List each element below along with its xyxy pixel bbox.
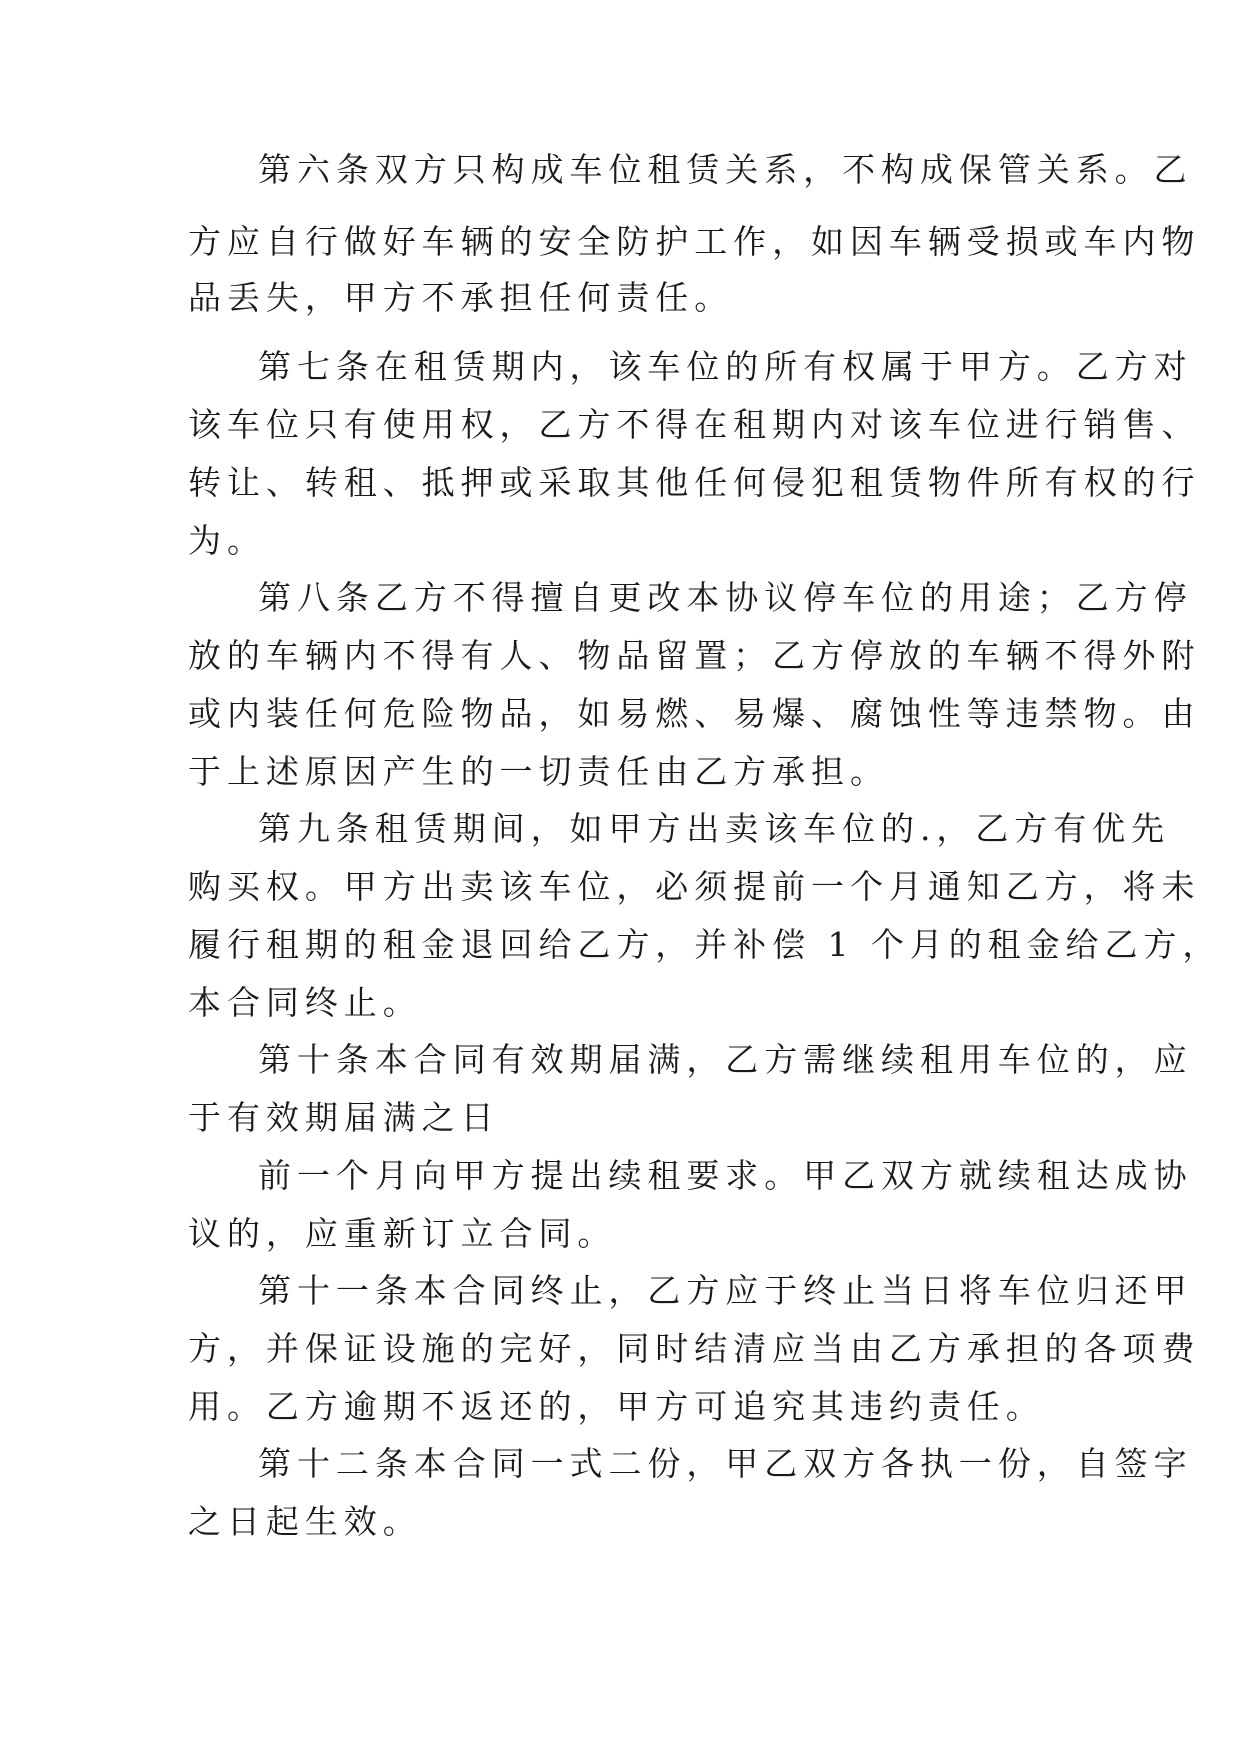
text-line: 前一个月向甲方提出续租要求。甲乙双方就续租达成协 bbox=[258, 1156, 1193, 1195]
text-line: 第八条乙方不得擅自更改本协议停车位的用途；乙方停 bbox=[258, 578, 1193, 617]
text-line: 第十二条本合同一式二份，甲乙双方各执一份，自签字 bbox=[258, 1444, 1193, 1483]
text-line: 之日起生效。 bbox=[188, 1502, 422, 1541]
text-line: 第九条租赁期间，如甲方出卖该车位的.，乙方有优先 bbox=[258, 809, 1171, 848]
text-line: 于有效期届满之日 bbox=[188, 1098, 500, 1137]
text-line: 第六条双方只构成车位租赁关系，不构成保管关系。乙 bbox=[258, 150, 1193, 189]
text-line: 放的车辆内不得有人、物品留置；乙方停放的车辆不得外附 bbox=[188, 636, 1201, 675]
text-line: 购买权。甲方出卖该车位，必须提前一个月通知乙方，将未 bbox=[188, 867, 1201, 906]
text-line: 转让、转租、抵押或采取其他任何侵犯租赁物件所有权的行 bbox=[188, 463, 1201, 502]
text-line: 议的，应重新订立合同。 bbox=[188, 1214, 617, 1253]
text-line: 于上述原因产生的一切责任由乙方承担。 bbox=[188, 752, 889, 791]
text-line: 第十一条本合同终止，乙方应于终止当日将车位归还甲 bbox=[258, 1271, 1193, 1310]
text-line: 本合同终止。 bbox=[188, 983, 422, 1022]
text-line: 为。 bbox=[188, 521, 266, 560]
text-line: 第七条在租赁期内，该车位的所有权属于甲方。乙方对 bbox=[258, 347, 1193, 386]
text-line: 或内装任何危险物品，如易燃、易爆、腐蚀性等违禁物。由 bbox=[188, 694, 1201, 733]
text-line: 方应自行做好车辆的安全防护工作，如因车辆受损或车内物 bbox=[188, 222, 1201, 261]
text-line: 品丢失，甲方不承担任何责任。 bbox=[188, 278, 734, 317]
text-line: 该车位只有使用权，乙方不得在租期内对该车位进行销售、 bbox=[188, 405, 1201, 444]
text-line: 履行租期的租金退回给乙方，并补偿 1 个月的租金给乙方， bbox=[188, 925, 1222, 964]
text-line: 方，并保证设施的完好，同时结清应当由乙方承担的各项费 bbox=[188, 1329, 1201, 1368]
text-line: 用。乙方逾期不返还的，甲方可追究其违约责任。 bbox=[188, 1387, 1045, 1426]
text-line: 第十条本合同有效期届满，乙方需继续租用车位的，应 bbox=[258, 1040, 1193, 1079]
